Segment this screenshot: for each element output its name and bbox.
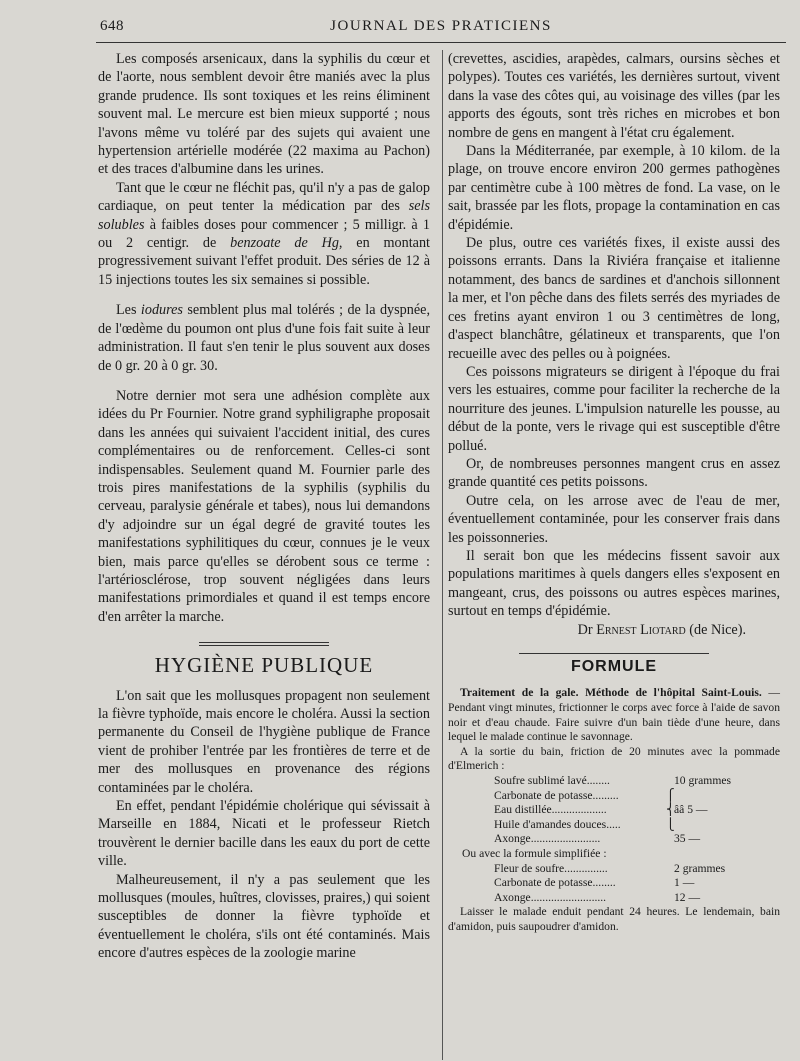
paragraph-marseille: En effet, pendant l'épidémie cholérique qui sévissait à Marseille en 1884, Nicati et le professeur Rietch trouvèrent le dernier bacille dans les eaux du port de cette ville. bbox=[98, 798, 430, 870]
ingredient-name: Soufre sublimé lavé........ bbox=[494, 773, 610, 787]
column-divider bbox=[442, 50, 443, 1060]
formule-end bbox=[448, 905, 780, 934]
paragraph-migrateurs: Ces poissons migrateurs se dirigent à l'époque du frai vers les estuaires, comme pour faciliter la recherche de la nourriture des jeunes. L'impulsion naturelle les pousse, au début de la ponte, vers le rivage qui est susceptible d'être pollué. bbox=[448, 363, 780, 454]
text-run: à faibles doses pour commencer ; 5 milligr. à 1 ou 2 centigr. de bbox=[98, 216, 430, 252]
text-run: Les bbox=[116, 302, 141, 319]
header-rule bbox=[96, 42, 786, 43]
ingredient-name: Carbonate de potasse......... bbox=[494, 788, 619, 802]
brace-glyph: ⎨ bbox=[666, 803, 675, 817]
paragraph-poissons-errants: De plus, outre ces variétés fixes, il existe aussi des poissons errants. Dans la Riviéra française et italienne notamment, des bancs de sardines et d'anchois sillonnent la mer, et l'on pêche dans des filets serrés des myriades de ces fretins ayant environ 1 ou 3 centimètres de long, d'aspect blanchâtre, gélatineux et transparents, que l'on recueille avec des pelles ou à poignées. bbox=[448, 235, 780, 362]
formule-rule bbox=[519, 653, 709, 654]
emphasis-sels-solubles: sels solubles bbox=[98, 198, 430, 233]
right-column bbox=[448, 50, 780, 935]
recipe-row bbox=[494, 876, 744, 891]
ingredient-qty: 10 grammes bbox=[674, 773, 731, 787]
ingredient-name: Eau distillée................... bbox=[494, 803, 607, 817]
recipe-row bbox=[494, 891, 744, 906]
emphasis-benzoate: benzoate de Hg bbox=[230, 235, 339, 252]
recipe-alt-intro: Ou avec la formule simplifiée : bbox=[462, 846, 607, 860]
ingredient-qty: 2 grammes bbox=[674, 861, 726, 875]
brace-glyph: ⎩ bbox=[666, 817, 675, 831]
paragraph-crevettes: (crevettes, ascidies, arapèdes, calmars, oursins sèches et polypes). Toutes ces variétés, les dernières surtout, vivent dans la vase des côtes qui, au voisinage des villes (par les apports des égouts, sont très riches en microbes et bon nombre de gens en mangent à l'état cru également. bbox=[448, 51, 780, 141]
recipe-list-1 bbox=[494, 774, 744, 847]
paragraph-malheureusement: Malheureusement, il n'y a pas seulement que les mollusques (moules, huîtres, clovisses, praires,) qui soient susceptibles de donner la fièvre typhoïde et éventuellement le choléra, s'ils ont été contaminés. Mais encore d'autres espèces de la zoologie marine bbox=[98, 871, 430, 962]
paragraph-eau-de-mer: Outre cela, on les arrose avec de l'eau de mer, éventuellement contaminée, pour les conserver frais dans les poissonneries. bbox=[448, 492, 780, 546]
brace-glyph: ⎧ bbox=[666, 788, 675, 802]
section-rule-thin bbox=[199, 645, 329, 646]
ingredient-qty: ââ 5 — bbox=[674, 803, 708, 817]
ingredient-name: Axonge.......................... bbox=[494, 890, 607, 904]
ingredient-qty: 1 — bbox=[674, 876, 695, 890]
text-run: semblent plus mal tolérés ; de la dyspnée, de l'œdème du poumon ont plus d'une fois fait suite à leur administration. Il faut s'en tenir le plus souvent aux doses de 0 gr. 20 à 0 gr. 30. bbox=[98, 302, 430, 374]
ingredient-qty: 35 — bbox=[674, 832, 701, 846]
paragraph-arsenicaux: Les composés arsenicaux, dans la syphilis du cœur et de l'aorte, nous semblent devoir être maniés avec la plus grande prudence. Ils sont toxiques et les reins éliminent souvent mal. Le mercure est bien mieux supporté ; nous l'avons même vu toléré par des sujets qui avaient une hypertension artérielle modérée (22 maxima au Pachon) et des traces d'albumine dans les urines. bbox=[98, 51, 430, 178]
formule-title: FORMULE bbox=[570, 658, 658, 675]
recipe-list-2 bbox=[494, 862, 744, 906]
section-rule bbox=[199, 642, 329, 643]
journal-title: JOURNAL DES PRATICIENS bbox=[330, 18, 552, 34]
formule-closing: Laisser le malade enduit pendant 24 heures. Le lendemain, bain d'amidon, puis saupoudrer d'amidon. bbox=[448, 905, 780, 933]
page-header bbox=[96, 18, 786, 40]
recipe-row bbox=[494, 832, 744, 847]
formule-text: — Pendant vingt minutes, frictionner le corps avec force à l'aide de savon noir et d'eau chaude. Faire suivre d'un bain tiède d'une heure, dans lequel le malade continue le savonnage. bbox=[448, 686, 780, 744]
recipe-row bbox=[494, 862, 744, 877]
emphasis-iodures: iodures bbox=[140, 302, 183, 319]
formule-heading: Traitement de la gale. Méthode de l'hôpital Saint-Louis. bbox=[460, 686, 762, 700]
recipe-row bbox=[494, 789, 744, 804]
recipe-row bbox=[494, 774, 744, 789]
recipe-row bbox=[494, 818, 744, 833]
signature-name: Ernest Liotard bbox=[596, 621, 686, 638]
paragraph-mediterranee: Dans la Méditerranée, par exemple, à 10 kilom. de la plage, on trouve encore environ 200 germes pathogènes par centimètre cube à 100 mètres de fond. La vase, on le sait, brassée par les flots, propage la contamination en cas d'épidémie. bbox=[448, 143, 780, 233]
paragraph-iodures bbox=[98, 301, 430, 375]
ingredient-name: Carbonate de potasse........ bbox=[494, 876, 616, 890]
text-run: Tant que le cœur ne fléchit pas, qu'il n'y a pas de galop cardiaque, on peut tenter la médication par des bbox=[98, 179, 430, 215]
ingredient-name: Fleur de soufre............... bbox=[494, 861, 608, 875]
recipe-row bbox=[494, 803, 744, 818]
page-number: 648 bbox=[100, 18, 124, 34]
formule-pommade-intro: A la sortie du bain, friction de 20 minutes avec la pommade d'Elmerich : bbox=[448, 744, 780, 773]
paragraph-fournier: Notre dernier mot sera une adhésion complète aux idées du Pr Fournier. Notre grand syphiligraphe proposait dans les années qui suivaient l'accident initial, des cures complémentaires ou de renforcement. Celles-ci sont indispensables. Seulement quand M. Fournier parle des trois pires manifestations de la syphilis (syphilis du cerveau, paralysie générale et tabes), nous lui demandons d'y adjoindre sur un égal degré de gravité toutes les manifestations syphilitiques du cœur, connues je le veux bien, mais parce qu'elles se dérobent sous ce terme : l'artériosclérose, trop souvent négligées dans leurs manifestations primordiales et quand il est temps encore d'en arrêter la marche. bbox=[98, 387, 430, 625]
paragraph-medecins: Il serait bon que les médecins fissent savoir aux populations maritimes à quels dangers elles s'exposent en mangeant, crus, des poissons ou autres espèces marines, surtout en temps d'épidémie. bbox=[448, 547, 780, 620]
paragraph-mollusques: L'on sait que les mollusques propagent non seulement la fièvre typhoïde, mais encore le choléra. Aussi la section permanente du Conseil de l'hygiène publique de France vient de prohiber l'entrée par les frontières de terre et de mer des mollusques en provenance des régions contaminées par le choléra. bbox=[98, 687, 430, 796]
signature-title: Dr bbox=[577, 621, 597, 638]
ingredient-name: Axonge........................ bbox=[494, 832, 601, 846]
ingredient-name: Huile d'amandes douces..... bbox=[494, 817, 621, 831]
paragraph-sels-solubles bbox=[98, 179, 430, 289]
ingredient-qty: 12 — bbox=[674, 890, 701, 904]
formule-body bbox=[448, 686, 780, 774]
left-column bbox=[98, 50, 430, 963]
text-run: , en montant progressivement suivant l'effet produit. Des séries de 12 à 15 injections toutes les six semaines si possible. bbox=[98, 235, 430, 288]
formule-intro bbox=[448, 686, 780, 744]
section-title: HYGIÈNE PUBLIQUE bbox=[154, 653, 374, 678]
signature-place: (de Nice). bbox=[685, 621, 746, 638]
paragraph-crus: Or, de nombreuses personnes mangent crus en assez grande quantité ces petits poissons. bbox=[448, 455, 780, 491]
signature bbox=[448, 621, 780, 639]
